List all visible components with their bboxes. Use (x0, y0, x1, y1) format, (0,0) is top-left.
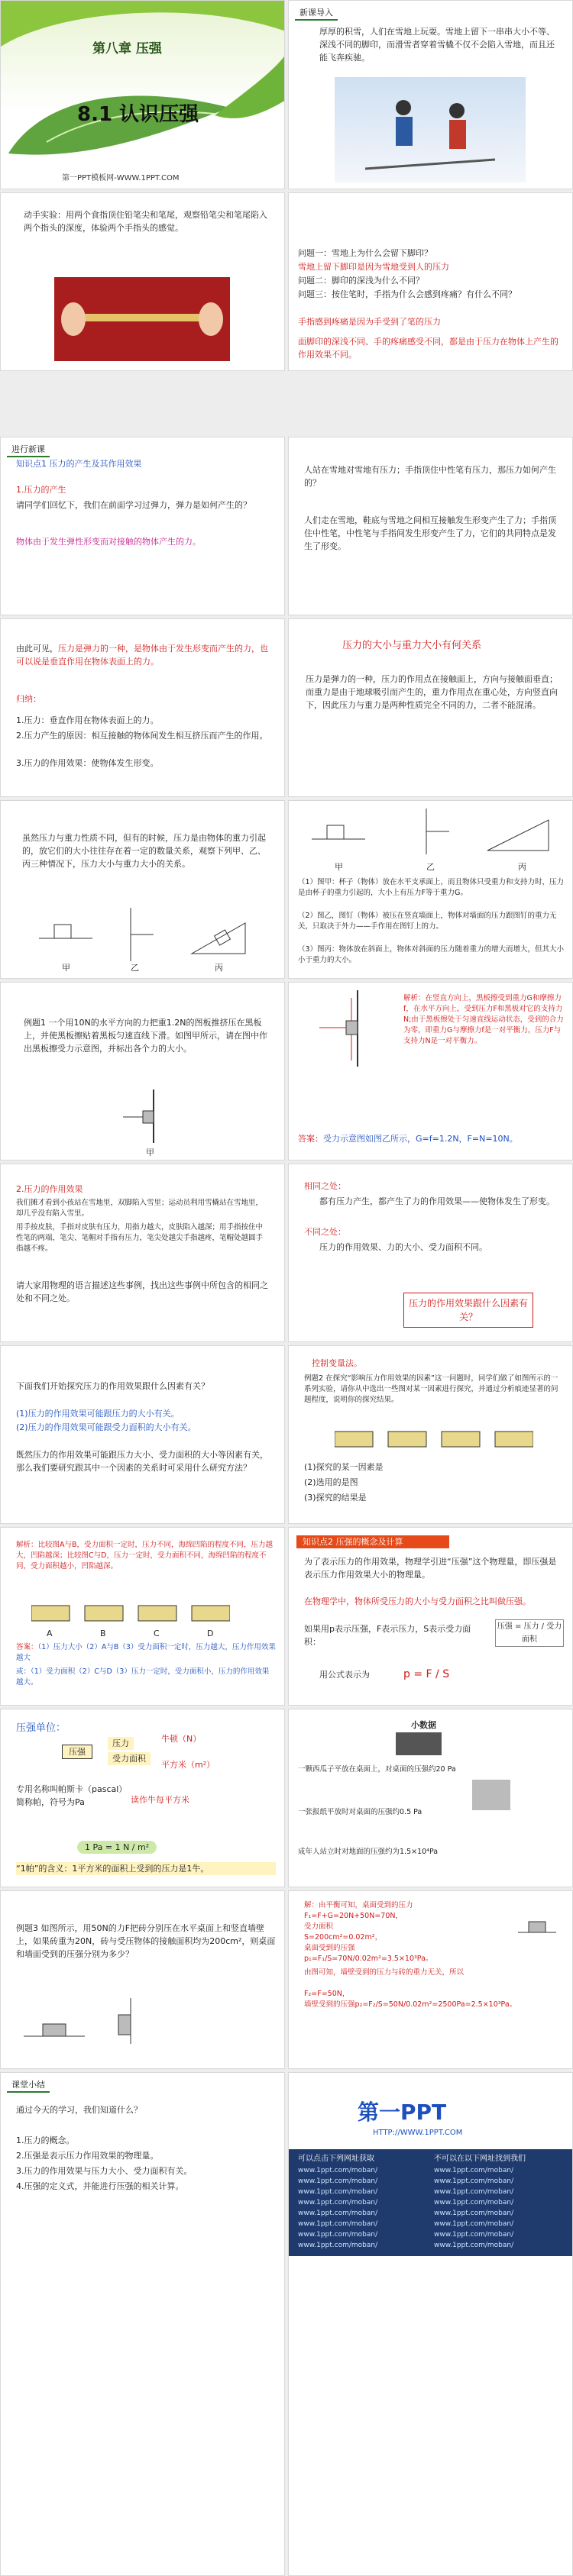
unit-reading: 读作牛每平方米 (131, 1795, 189, 1805)
hypothesis-2: (2)压力的作用效果可能跟受力面积的大小有关。 (16, 1422, 196, 1432)
experiment-text: 动手实验：用两个食指顶住铅笔尖和笔尾，观察铅笔尖和笔尾陷入两个指头的深度，体验两个手指头的感觉。 (24, 210, 267, 233)
figure-label-b: B (100, 1629, 106, 1638)
slide-three-cases[interactable] (0, 800, 285, 979)
pressure-origin-answer: 人们走在雪地，鞋底与雪地之间相互接触发生形变产生了力；手指顶住中性笔，中性笔与手指间发生形变产生了力，它们的共同特点是发生了形变。 (304, 515, 556, 551)
effect-prompt: 请大家用物理的语言描述这些事例，找出这些事例中所包含的相同之处和不同之处。 (16, 1280, 268, 1303)
question-1: 问题一：雪地上为什么会留下脚印？ (298, 248, 432, 258)
link-item[interactable]: www.1ppt.com/moban/ (434, 2177, 514, 2185)
slide-units[interactable] (0, 1709, 285, 1887)
link-item[interactable]: www.1ppt.com/moban/ (434, 2210, 514, 2217)
slide-experiment[interactable] (0, 192, 285, 371)
answer-3: 手指感到疼痛是因为手受到了笔的压力 (298, 317, 441, 327)
solution-line-9: 墙壁受到的压强p₂=F₂/S=50N/0.02m²=2500Pa=2.5×10³Pa。 (304, 2000, 517, 2009)
solution-line-4: S=200cm²=0.02m²， (304, 1933, 383, 1942)
case-label-yi: 乙 (131, 963, 139, 973)
answer-option-2: 或：（1）受力面积（2）C与D（3）压力一定时，受力面积小，压力的作用效果越大。 (16, 1667, 270, 1687)
section-heading: 2.压力的作用效果 (16, 1184, 83, 1194)
three-cases-text: 虽然压力与重力性质不同，但有的时候，压力是由物体的重力引起的，放它们的大小往往存在着一定的数量关系，观察下列甲、乙、丙三种情况下，压力大小与重力大小的关系。 (22, 833, 266, 869)
slide-pressure-origin[interactable] (288, 437, 573, 615)
link-item[interactable]: www.1ppt.com/moban/ (434, 2220, 514, 2228)
force-term: 压力 (108, 1737, 134, 1750)
link-item[interactable]: www.1ppt.com/moban/ (298, 2199, 378, 2206)
unit-meaning: “1帕”的含义：1平方米的面积上受到的压力是1牛。 (16, 1862, 276, 1875)
unit-equation: 1 Pa = 1 N / m² (77, 1841, 157, 1854)
example-3-text: 例题3 如图所示，用50N的力F把砖分别压在水平桌面上和竖直墙壁上，如果砖重为20N，砖与受压物体的接触面积均为200cm²，则桌面和墙面受到的压强分别为多少？ (16, 1923, 276, 1959)
slide-hypothesis[interactable] (0, 1345, 285, 1524)
method-answer: 控制变量法。 (312, 1358, 362, 1368)
skiers-image (335, 77, 526, 182)
section-tag: 进行新课 (7, 442, 50, 457)
method-question: 既然压力的作用效果可能跟压力大小、受力面积的大小等因素有关，那么我们要研究跟其中一个因素的关系时可采用什么研究方法？ (16, 1450, 268, 1473)
summary-item-3: 3.压力的作用效果与压力大小、受力面积有关。 (16, 2166, 193, 2176)
figure-label-a: A (47, 1629, 53, 1638)
fill-blank-3: (3)探究的结果是 (304, 1493, 367, 1503)
link-item[interactable]: www.1ppt.com/moban/ (298, 2177, 378, 2185)
effect-example-2: 用手按皮肤，手指对皮肤有压力，用指力越大，皮肤陷入越深；用手指按住中性笔的两端，笔尖、笔帽对手指有压力，笔尖处越尖手指越疼，笔帽处越圆手指越不疼。 (16, 1223, 264, 1253)
figure-label-jia: 甲 (146, 1148, 154, 1157)
pressure-term: 压强 (62, 1745, 92, 1759)
three-cases-diagram (304, 809, 556, 862)
solution-line-2: F₁=F+G=20N+50N=70N， (304, 1912, 403, 1920)
title-footer: 第一PPT模板网-WWW.1PPT.COM (62, 174, 180, 182)
question-2: 问题二：脚印的深浅为什么不同？ (298, 276, 424, 286)
area-unit: 平方米（m²） (161, 1760, 215, 1770)
summary-item-1: 1.压力：垂直作用在物体表面上的力。 (16, 715, 159, 725)
knowledge-point: 知识点1 压力的产生及其作用效果 (16, 459, 142, 469)
slide-example-3[interactable] (0, 1890, 285, 2069)
answer-label: 答案： (298, 1134, 323, 1144)
slide-effect[interactable] (0, 1164, 285, 1342)
case-label-bing: 丙 (215, 963, 223, 973)
brick-diagram (518, 1902, 564, 1955)
formula-box: 压强 = 压力 / 受力面积 (495, 1619, 564, 1647)
slide-summary[interactable] (0, 2072, 285, 2576)
unit-name: 专用名称叫帕斯卡（pascal）简称帕，符号为Pa (16, 1784, 123, 1807)
definition-intro: 由此可见， (16, 644, 58, 654)
force-unit: 牛顿（N） (161, 1734, 202, 1744)
same-label: 相同之处： (304, 1181, 346, 1191)
slide-example-2[interactable] (288, 1345, 573, 1524)
link-item[interactable]: www.1ppt.com/moban/ (298, 2210, 378, 2217)
pressure-origin-question: 人站在雪地对雪地有压力；手指顶住中性笔有压力，那压力如何产生的？ (304, 465, 556, 488)
slide-summary-1[interactable] (0, 618, 285, 797)
summary-item-1: 1.压力的概念。 (16, 2135, 75, 2145)
case-label-bing: 丙 (518, 862, 526, 872)
area-term: 受力面积 (108, 1752, 151, 1765)
slide-questions[interactable] (288, 192, 573, 371)
knowledge-point: 知识点2 压强的概念及计算 (296, 1535, 449, 1548)
link-item[interactable]: www.1ppt.com/moban/ (434, 2242, 514, 2249)
link-item[interactable]: www.1ppt.com/moban/ (298, 2231, 378, 2239)
answer-1: 雪地上留下脚印是因为雪地受到人的压力 (298, 262, 449, 272)
link-item[interactable]: www.1ppt.com/moban/ (434, 2199, 514, 2206)
brand-url[interactable]: HTTP://WWW.1PPT.COM (373, 2129, 463, 2137)
solution-line-5: 桌面受到的压强 (304, 1944, 355, 1952)
case-label-jia: 甲 (62, 963, 70, 973)
summary-item-4: 4.压强的定义式，并能进行压强的相关计算。 (16, 2181, 184, 2191)
slide-example-3-solution[interactable] (288, 1890, 573, 2069)
diff-label: 不同之处： (304, 1227, 346, 1237)
slide-heading: 小数据 (411, 1720, 436, 1730)
definition-body: 压力是弹力的一种，是物体由于发生形变而产生的力，也可以说是垂直作用在物体表面上的力。 (16, 644, 268, 667)
effect-example-1: 我们摊才看到小孩站在雪地里，双脚陷入雪里；运动员利用雪橇站在雪地里，却几乎没有陷入雪里。 (16, 1199, 264, 1218)
solution-line-6: p₁=F₁/S=70N/0.02m²=3.5×10³Pa。 (304, 1955, 433, 1963)
pressure-intro: 为了表示压力的作用效果，物理学引进“压强”这个物理量，即压强是表示压力作用效果大小的物理量。 (304, 1557, 557, 1580)
slide-ad[interactable] (288, 2072, 573, 2576)
link-item[interactable]: www.1ppt.com/moban/ (298, 2188, 378, 2196)
seeds-image (396, 1732, 442, 1755)
force-diagram (304, 990, 396, 1074)
link-item[interactable]: www.1ppt.com/moban/ (298, 2220, 378, 2228)
link-item[interactable]: www.1ppt.com/moban/ (434, 2188, 514, 2196)
summary-heading: 归纳： (16, 694, 41, 704)
leaf-illustration (1, 1, 285, 189)
summary-item-2: 2.压强是表示压力作用效果的物理量。 (16, 2151, 159, 2161)
conclusion: 面脚印的深浅不同、手的疼痛感受不同，都是由于压力在物体上产生的作用效果不同。 (298, 337, 558, 360)
fill-blank-1: (1)探究的某一因素是 (304, 1462, 384, 1472)
links-panel (289, 2149, 573, 2256)
formula-label: 用公式表示为 (319, 1670, 370, 1680)
slide-knowledge-2[interactable] (288, 1527, 573, 1706)
slide-knowledge-1[interactable] (0, 437, 285, 615)
link-item[interactable]: www.1ppt.com/moban/ (434, 2231, 514, 2239)
slide-heading: 压力的大小与重力大小有何关系 (342, 640, 482, 651)
solution-line-1: 解：由平衡可知，桌面受到的压力 (304, 1901, 413, 1909)
case-label-yi: 乙 (426, 862, 435, 872)
question-box: 压力的作用效果跟什么因素有关？ (403, 1293, 533, 1328)
solution-line-8: F₂=F=50N， (304, 1990, 350, 1998)
elastic-force-answer: 物体由于发生弹性形变而对接触的物体产生的力。 (16, 537, 201, 547)
section-heading: 1.压力的产生 (16, 485, 66, 495)
links-col-2-title: 不可以在以下网址找到我们 (434, 2155, 526, 2163)
slide-example-1-solution[interactable] (288, 982, 573, 1160)
slide-similarities[interactable] (288, 1164, 573, 1342)
diff-text: 压力的作用效果、力的大小、受力面积不同。 (319, 1242, 487, 1252)
chapter-label: 第八章 压强 (92, 41, 162, 56)
figure-label-d: D (207, 1629, 214, 1638)
lesson-title: 8.1 认识压强 (77, 103, 199, 126)
blackboard-diagram (123, 1089, 176, 1151)
brand-logo: 第一PPT (358, 2100, 447, 2125)
link-item[interactable]: www.1ppt.com/moban/ (298, 2242, 378, 2249)
link-item[interactable]: www.1ppt.com/moban/ (298, 2167, 378, 2174)
three-cases-diagram (39, 908, 253, 969)
slide-pressure-vs-gravity[interactable] (288, 618, 573, 797)
answer-text: 受力示意图如图乙所示，G=f=1.2N，F=N=10N。 (323, 1134, 518, 1144)
slide-example-2-solution[interactable] (0, 1527, 285, 1706)
links-col-1-title: 可以点击下列网址获取 (298, 2155, 374, 2163)
brick-diagram (24, 1998, 176, 2051)
answer-option-1: （1）压力大小（2）A与B（3）受力面积一定时，压力越大，压力作用效果越大 (16, 1643, 276, 1662)
formula: p = F / S (403, 1668, 450, 1680)
intro-text: 厚厚的积雪，人们在雪地上玩耍。雪地上留下一串串大小不等、深浅不同的脚印，而滑雪者穿着雪橇不仅不会陷入雪地，而且还能飞奔疾驰。 (319, 27, 555, 63)
solution-line-3: 受力面积 (304, 1922, 334, 1931)
skiers-illustration (335, 77, 526, 182)
slide-title[interactable] (0, 0, 285, 189)
solution-text: 解析：在竖直方向上，黑板擦受到重力G和摩擦力f，在水平方向上，受到压力F和黑板对它的支持力N;由于黑板擦处于匀速直线运动状态，受到的合力为零，即重力G与摩擦力f是一对平衡力，压力F与支持力N是一对平衡力。 (403, 994, 564, 1045)
recall-question: 请同学们回忆下，我们在前面学习过弹力，弹力是如何产生的？ (16, 500, 251, 510)
slide-intro[interactable] (288, 0, 573, 189)
data-item-3: 成年人站立时对地面的压强约为1.5×10⁴Pa (298, 1848, 439, 1856)
note-1: （1）图甲：杯子（物体）放在水平支承面上，而且物体只受重力和支持力时，压力是由杯子的重力引起的，大小上有压力F等于重力G。 (298, 878, 565, 897)
pressure-definition: 在物理学中，物体所受压力的大小与受力面积之比叫做压强。 (304, 1596, 531, 1606)
solution-line-7: 由图可知，墙壁受到的压力与砖的重力无关，所以 (304, 1968, 465, 1977)
pencil-fingers-image (54, 277, 230, 361)
link-item[interactable]: www.1ppt.com/moban/ (434, 2167, 514, 2174)
question-3: 问题三：按住笔时，手指为什么会感到疼痛？有什么不同？ (298, 289, 516, 299)
figure-label-c: C (154, 1629, 160, 1638)
hypothesis-question: 下面我们开始探究压力的作用效果跟什么因素有关？ (16, 1381, 209, 1391)
section-tag: 新课导入 (295, 5, 338, 21)
summary-item-3: 3.压力的作用效果：使物体发生形变。 (16, 758, 159, 768)
data-item-1: 一颗西瓜子平放在桌面上，对桌面的压强约20 Pa (298, 1765, 456, 1774)
slide-small-data[interactable] (288, 1709, 573, 1887)
fill-blank-2: (2)选用的是图 (304, 1477, 358, 1487)
summary-item-2: 2.压力产生的原因：相互接触的物体间发生相互挤压而产生的作用。 (16, 731, 268, 741)
answer-label: 答案： (16, 1643, 38, 1651)
pressure-vs-gravity-text: 压力是弹力的一种，压力的作用点在接触面上，方向与接触面垂直；而重力是由于地球吸引而产生的，重力作用点在重心处，方向竖直向下，因此压力与重力是两种性质完全不同的力，二者不能混淆。 (306, 674, 558, 710)
note-2: （2）图乙，图钉（物体）被压在竖直墙面上，物体对墙面的压力跟图钉的重力无关，只取决于外力——手作用在图钉上的力。 (298, 912, 557, 931)
sponge-experiment-diagram (31, 1587, 230, 1630)
slide-three-cases-notes[interactable] (288, 800, 573, 979)
symbol-text: 如果用p表示压强，F表示压力，S表示受力面积： (304, 1624, 471, 1647)
slide-example-1[interactable] (0, 982, 285, 1160)
unit-title: 压强单位： (16, 1722, 66, 1734)
pressure-definition (16, 642, 276, 668)
note-3: （3）图丙：物体放在斜面上，物体对斜面的压力随着重力的增大而增大，但其大小小于重力的大小。 (298, 945, 565, 964)
summary-question: 通过今天的学习，我们知道什么？ (16, 2105, 142, 2115)
hypothesis-1: (1)压力的作用效果可能跟压力的大小有关。 (16, 1409, 180, 1419)
same-text: 都有压力产生，都产生了力的作用效果——使物体发生了形变。 (319, 1196, 555, 1206)
example-2-text: 例题2 在探究“影响压力作用效果的因素”这一问题时，同学们做了如图所示的一系列实验，请你从中选出一些图对某一因素进行探究，并通过分析痕迹显著的问题程度，说明你的探究结果。 (304, 1374, 558, 1404)
section-tag: 课堂小结 (7, 2077, 50, 2093)
example-1-text: 例题1 一个用10N的水平方向的力把重1.2N的图板推挤压在黑板上，并使黑板擦贴着黑板匀速直线下滑。如图甲所示，请在图中作出黑板擦受力示意图，并标出各个力的大小。 (24, 1018, 267, 1054)
data-item-2: 一张报纸平放时对桌面的压强约0.5 Pa (298, 1808, 422, 1816)
solution-text: 解析：比较图A与B，受力面积一定时，压力不同，海绵凹陷的程度不同，压力越大，凹陷越深；比较图C与D，压力一定时，受力面积不同，海绵凹陷的程度不同，受力面积越小，凹陷越深。 (16, 1541, 274, 1570)
sponge-experiment-diagram (335, 1416, 533, 1454)
newspaper-image (472, 1780, 510, 1810)
pencil-illustration (54, 277, 230, 361)
case-label-jia: 甲 (335, 862, 343, 872)
